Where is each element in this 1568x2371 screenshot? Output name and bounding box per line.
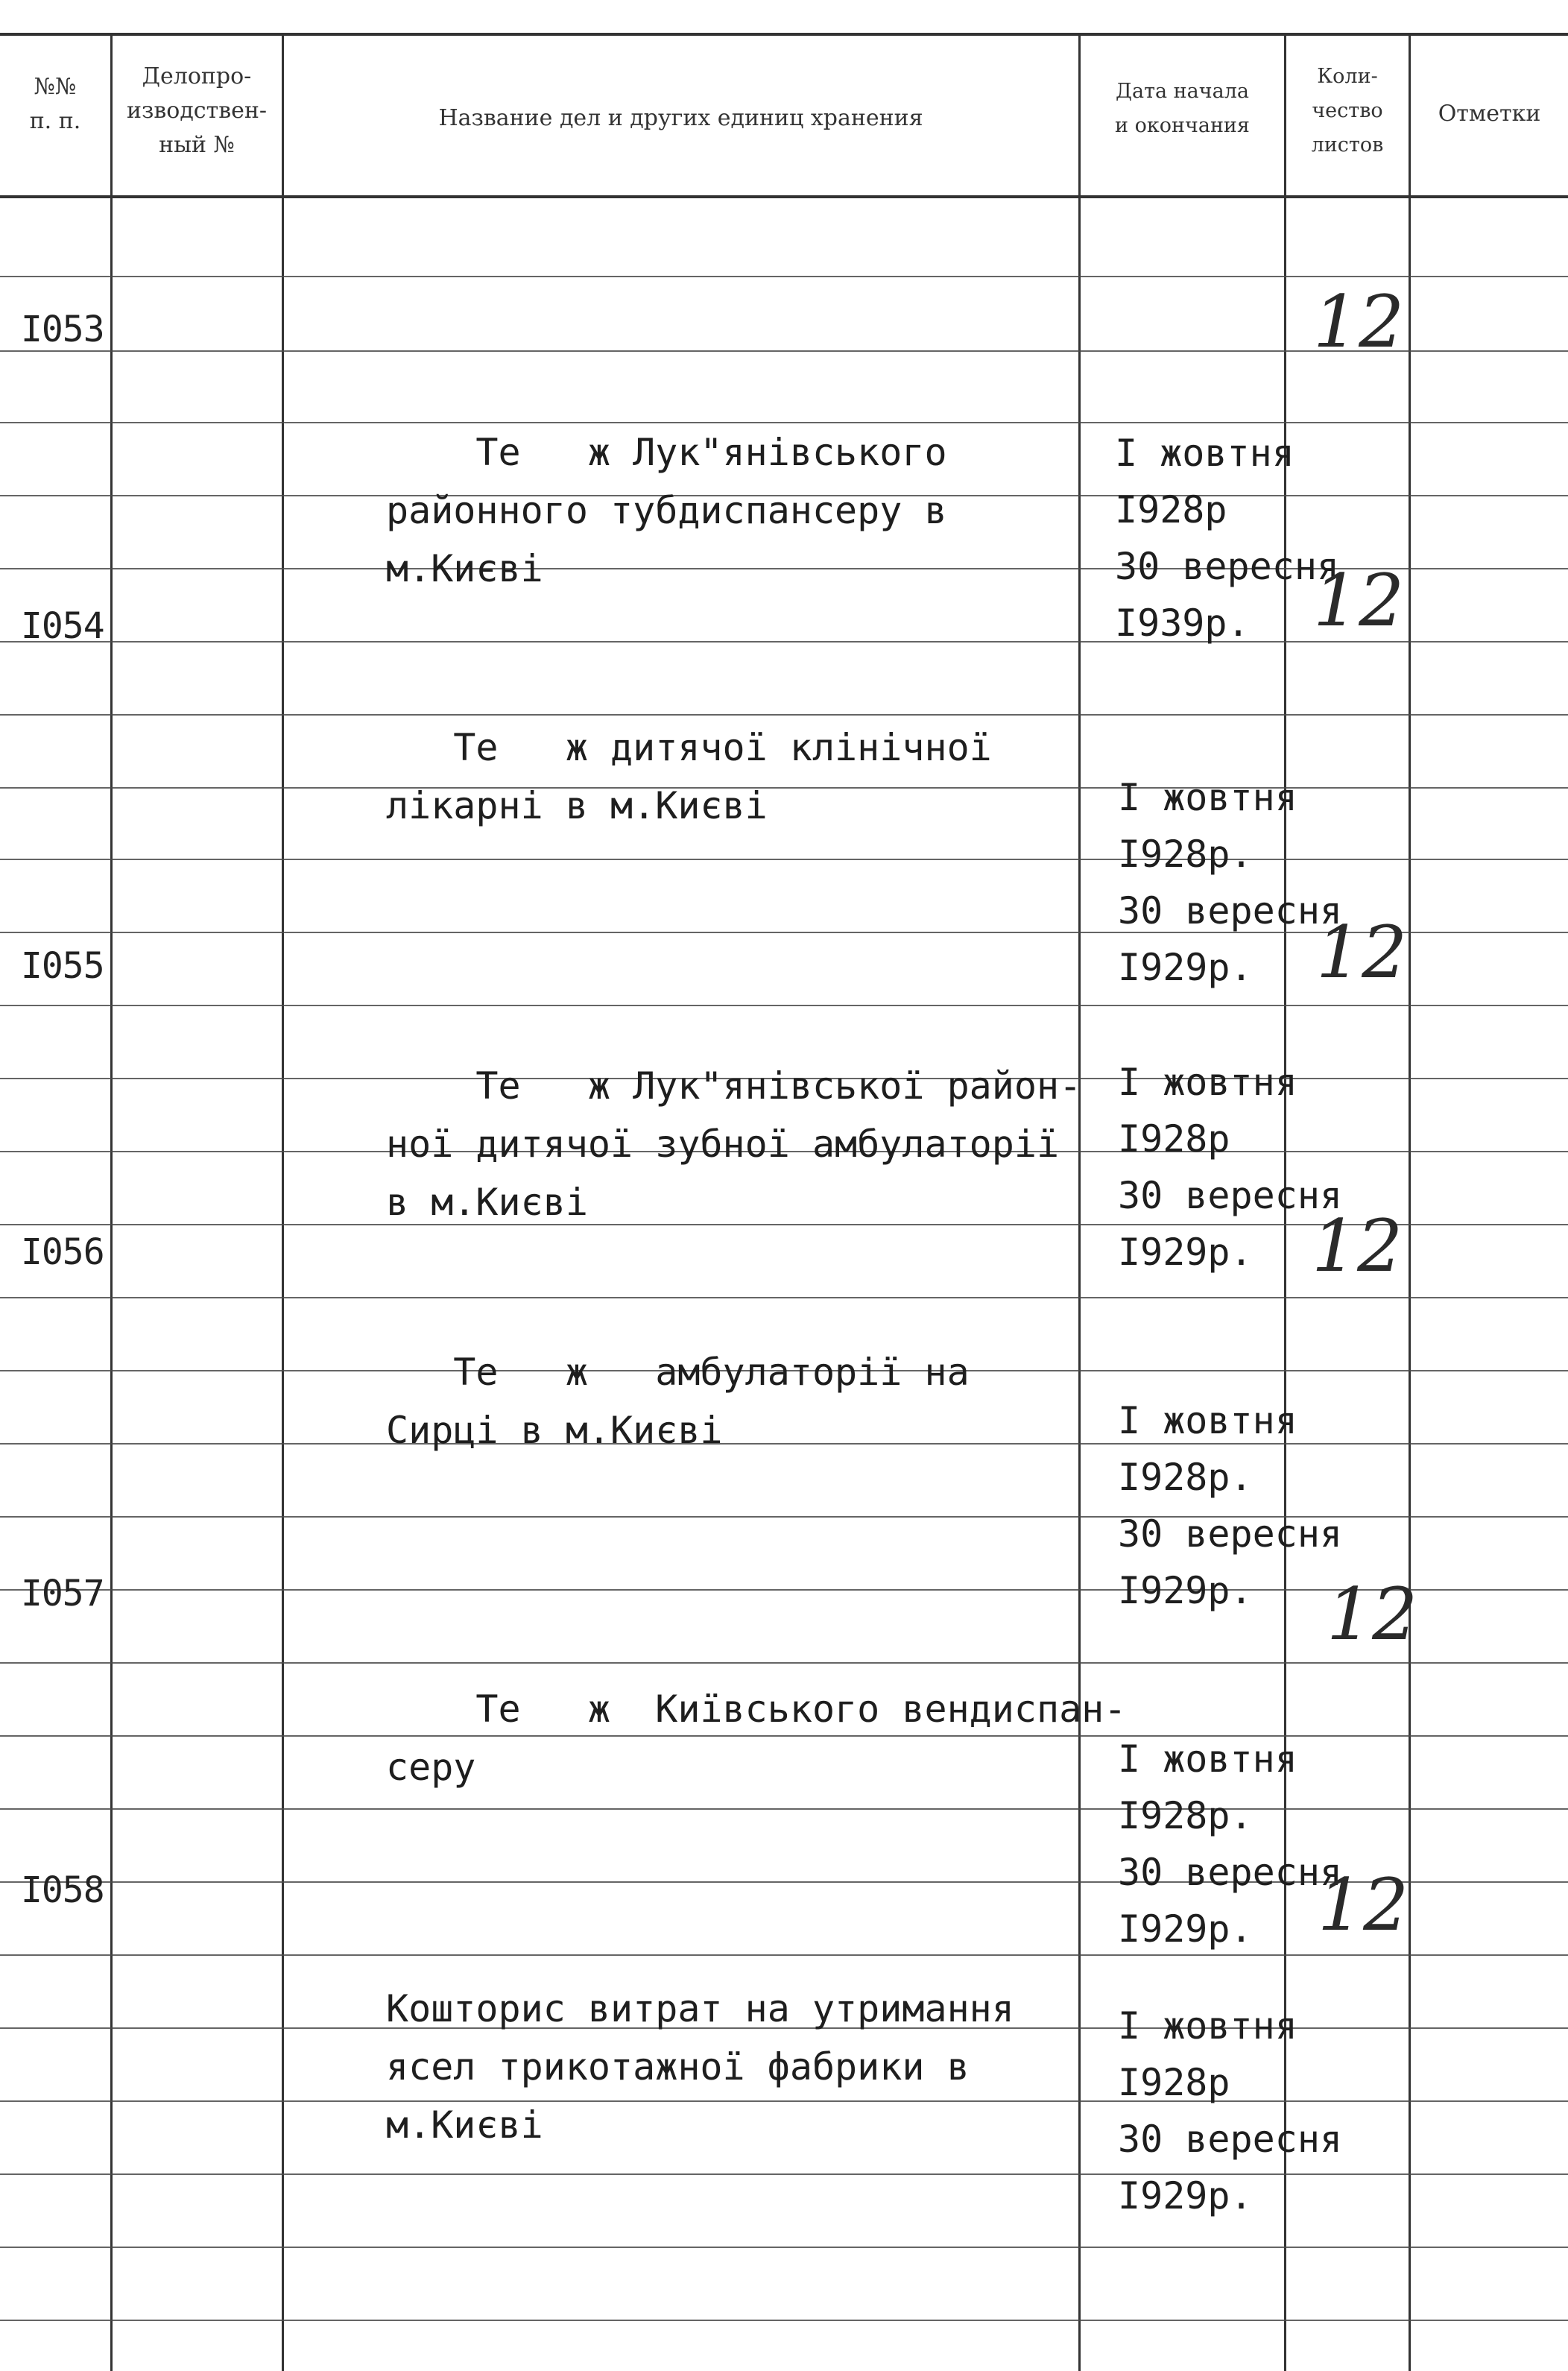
row-number: I057	[21, 1573, 104, 1614]
row-title: Кошторис витрат на утримання ясел трикотажної фабрики в м.Києві	[386, 1987, 1014, 2147]
header-number: №№ п. п.	[29, 74, 81, 134]
row-dates: I жовтня I928р. 30 вересня I929р.	[1118, 1399, 1343, 1612]
row-dates: I жовтня I928р 30 вересня I929р.	[1118, 1061, 1343, 1274]
row-title: Те ж Лук"янівського районного тубдиспансеру в м.Києві	[386, 431, 947, 590]
sheet-count: 12	[1313, 559, 1405, 643]
row-number: I053	[21, 309, 104, 350]
row-dates: I жовтня I928р. 30 вересня I929р.	[1118, 776, 1343, 989]
row-dates: I жовтня I928р 30 вересня I939р.	[1115, 432, 1340, 645]
sheet-count: 12	[1327, 1573, 1418, 1656]
row-number: I058	[21, 1869, 104, 1911]
ruled-line	[0, 276, 1568, 277]
sheet-count: 12	[1312, 1205, 1403, 1288]
row-title: Те ж Київського вендиспан- серу	[386, 1688, 1127, 1789]
header-bottom-border	[0, 195, 1568, 198]
row-number: I054	[21, 605, 104, 647]
column-divider	[1409, 33, 1411, 2371]
header-title: Название дел и других единиц хранения	[438, 105, 923, 131]
header-dates: Дата начала и окончания	[1115, 80, 1250, 137]
sheet-count: 12	[1313, 280, 1405, 364]
header-notes: Отметки	[1438, 101, 1541, 127]
sheet-count: 12	[1318, 1863, 1409, 1947]
row-dates: I жовтня I928р. 30 вересня I929р.	[1118, 1737, 1343, 1951]
row-number: I056	[21, 1231, 104, 1273]
top-border	[0, 33, 1568, 36]
header-sheets: Коли- чество листов	[1311, 65, 1384, 157]
column-divider	[282, 33, 284, 2371]
row-title: Те ж амбулаторії на Сирці в м.Києві	[386, 1351, 970, 1452]
sheet-count: 12	[1316, 911, 1408, 994]
row-title: Те ж Лук"янівської район- ної дитячої зубної амбулаторії в м.Києві	[386, 1064, 1082, 1224]
header-office-number: Делопро- изводствен- ный №	[127, 63, 267, 158]
row-number: I055	[21, 945, 104, 987]
row-title: Те ж дитячої клінічної лікарні в м.Києві	[386, 726, 992, 827]
column-divider	[110, 33, 113, 2371]
row-dates: I жовтня I928р 30 вересня I929р.	[1118, 2004, 1343, 2217]
